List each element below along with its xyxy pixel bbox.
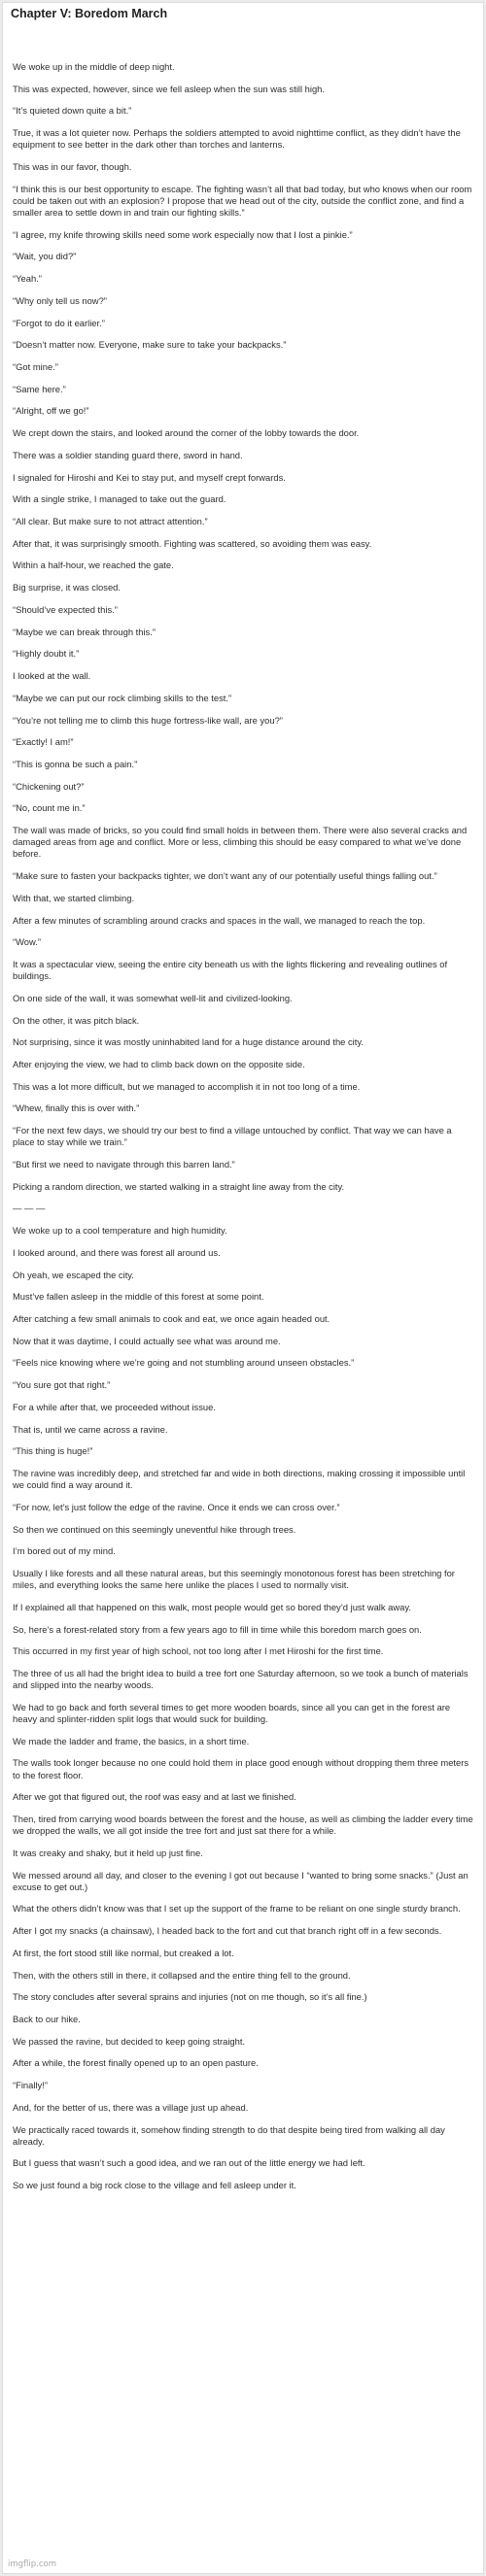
story-paragraph: “This is gonna be such a pain.” [13, 758, 138, 769]
story-paragraph: On one side of the wall, it was somewhat well-lit and civilized-looking. [13, 992, 293, 1003]
story-paragraph: Back to our hike. [13, 2013, 81, 2024]
story-paragraph: “All clear. But make sure to not attract attention.” [13, 516, 208, 527]
story-paragraph: “For now, let’s just follow the edge of the ravine. Once it ends we can cross over.” [13, 1501, 340, 1512]
story-paragraph: “It’s quieted down quite a bit.” [13, 105, 132, 117]
story-paragraph: “Should’ve expected this.” [13, 603, 118, 615]
story-paragraph: “Wow.” [13, 936, 41, 948]
story-paragraph: The ravine was incredibly deep, and stretched far and wide in both directions, making crossing it impossible until we could find a way around it. [13, 1468, 466, 1491]
story-paragraph: “Whew, finally this is over with.” [13, 1102, 140, 1114]
story-paragraph: Usually I like forests and all these natural areas, but this seemingly monotonous forest has been stretching for miles, and everything looks the same here unlike the places I used to normally visit. [13, 1568, 455, 1591]
story-paragraph: “Finally!” [13, 2080, 48, 2091]
story-paragraph: The story concludes after several sprains and injuries (not on me though, so it’s all fine.) [13, 1991, 367, 2003]
story-paragraph: Within a half-hour, we reached the gate. [13, 559, 174, 571]
story-paragraph: True, it was a lot quieter now. Perhaps the soldiers attempted to avoid nighttime conflict, as they didn’t have the equipment to see better in the dark other than torches and lanterns. [13, 127, 461, 151]
story-paragraph: We messed around all day, and closer to the evening I got out because I “wanted to bring some snacks.” (Just an excuse to get out.) [13, 1869, 469, 1892]
story-paragraph: This was a lot more difficult, but we managed to accomplish it in not too long of a time. [13, 1080, 361, 1092]
story-paragraph: Then, with the others still in there, it collapsed and the entire thing fell to the ground. [13, 1969, 351, 1981]
story-paragraph: “Alright, off we go!” [13, 405, 89, 417]
story-paragraph: “This thing is huge!” [13, 1445, 93, 1457]
story-paragraph: We passed the ravine, but decided to keep going straight. [13, 2035, 246, 2047]
story-paragraph: There was a soldier standing guard there, sword in hand. [13, 449, 243, 460]
story-paragraph: “Wait, you did?” [13, 251, 77, 262]
story-paragraph: “Chickening out?” [13, 780, 85, 792]
story-paragraph: Must’ve fallen asleep in the middle of this forest at some point. [13, 1291, 264, 1303]
story-paragraph: I’m bored out of my mind. [13, 1545, 116, 1557]
story-paragraph: We woke up in the middle of deep night. [13, 61, 175, 72]
story-paragraph: After enjoying the view, we had to climb back down on the opposite side. [13, 1058, 305, 1069]
story-paragraph: We woke up to a cool temperature and high humidity. [13, 1225, 227, 1237]
story-paragraph: “For the next few days, we should try our best to find a village untouched by conflict. That way we can have a place to stay while we train.” [13, 1125, 452, 1148]
story-paragraph: And, for the better of us, there was a village just up ahead. [13, 2101, 249, 2113]
imgflip-watermark: imgflip.com [8, 2559, 57, 2569]
story-paragraph: “Same here.” [13, 383, 66, 394]
story-paragraph: “Maybe we can put our rock climbing skills to the test.” [13, 692, 232, 703]
story-body [13, 61, 473, 2202]
story-paragraph: With a single strike, I managed to take out the guard. [13, 493, 226, 505]
story-paragraph: The walls took longer because no one could hold them in place good enough without dropping them three meters to the forest floor. [13, 1757, 469, 1780]
story-paragraph: “Yeah.” [13, 273, 42, 285]
story-paragraph: “Forgot to do it earlier.” [13, 317, 105, 328]
story-paragraph: “Maybe we can break through this.” [13, 626, 156, 637]
story-paragraph: At first, the fort stood still like normal, but creaked a lot. [13, 1947, 234, 1958]
story-paragraph: “Why only tell us now?” [13, 294, 107, 306]
story-paragraph: “You sure got that right.” [13, 1379, 111, 1391]
story-paragraph: “Feels nice knowing where we’re going and not stumbling around unseen obstacles.” [13, 1357, 355, 1369]
story-paragraph: This was expected, however, since we fell asleep when the sun was still high. [13, 83, 326, 94]
story-paragraph: After a while, the forest finally opened up to an open pasture. [13, 2057, 259, 2069]
story-paragraph: I signaled for Hiroshi and Kei to stay put, and myself crept forwards. [13, 471, 286, 483]
story-paragraph: This occurred in my first year of high school, not too long after I met Hiroshi for the first time. [13, 1645, 384, 1657]
story-paragraph: With that, we started climbing. [13, 892, 135, 903]
story-paragraph: We had to go back and forth several times to get more wooden boards, since all you can get in the forest are heavy and splinter-ridden split logs that would suck for building. [13, 1701, 451, 1724]
story-paragraph: After a few minutes of scrambling around cracks and spaces in the wall, we managed to reach the top. [13, 914, 426, 926]
story-paragraph: I looked at the wall. [13, 670, 91, 682]
story-paragraph: After I got my snacks (a chainsaw), I headed back to the fort and cut that branch right off in a few seconds. [13, 1925, 442, 1937]
story-paragraph: “Highly doubt it.” [13, 648, 80, 660]
story-paragraph: Picking a random direction, we started walking in a straight line away from the city. [13, 1180, 345, 1192]
story-paragraph: After we got that figured out, the roof was easy and at last we finished. [13, 1791, 296, 1803]
story-paragraph: The three of us all had the bright idea to build a tree fort one Saturday afternoon, so we took a bunch of materials and slipped into the nearby woods. [13, 1668, 469, 1691]
story-paragraph: “Doesn’t matter now. Everyone, make sure to take your backpacks.” [13, 339, 287, 351]
story-paragraph: That is, until we came across a ravine. [13, 1423, 168, 1435]
story-paragraph: “I think this is our best opportunity to escape. The fighting wasn’t all that bad today, but who knows when our room could be taken out with an explosion? I propose that we head out of the city, outside the conflict zone, and find a smaller area to settle down in and train our fighting skills.” [13, 183, 472, 218]
story-paragraph: “I agree, my knife throwing skills need some work especially now that I lost a pinkie.” [13, 228, 353, 240]
story-paragraph: This was in our favor, though. [13, 161, 132, 172]
story-paragraph: “Exactly! I am!” [13, 736, 74, 748]
story-paragraph: “But first we need to navigate through this barren land.” [13, 1158, 235, 1169]
story-paragraph: “You’re not telling me to climb this huge fortress-like wall, are you?” [13, 714, 283, 726]
story-paragraph: We crept down the stairs, and looked around the corner of the lobby towards the door. [13, 427, 360, 439]
story-paragraph: Not surprising, since it was mostly uninhabited land for a huge distance around the city. [13, 1036, 364, 1048]
story-paragraph: What the others didn’t know was that I set up the support of the frame to be reliant on one single sturdy branch. [13, 1903, 461, 1915]
story-paragraph: It was creaky and shaky, but it held up just fine. [13, 1847, 203, 1858]
story-paragraph: — — — [13, 1203, 46, 1214]
story-paragraph: If I explained all that happened on this walk, most people would get so bored they’d just walk away. [13, 1601, 411, 1612]
story-paragraph: On the other, it was pitch black. [13, 1014, 140, 1026]
story-paragraph: “Got mine.” [13, 361, 58, 372]
story-paragraph: After catching a few small animals to cook and eat, we once again headed out. [13, 1312, 330, 1324]
story-paragraph: So we just found a big rock close to the village and fell asleep under it. [13, 2180, 296, 2191]
story-paragraph: It was a spectacular view, seeing the entire city beneath us with the lights flickering and revealing outlines of buildings. [13, 958, 448, 982]
story-paragraph: But I guess that wasn’t such a good idea, and we ran out of the little energy we had left. [13, 2157, 365, 2169]
story-paragraph: Oh yeah, we escaped the city. [13, 1269, 134, 1280]
story-paragraph: I looked around, and there was forest all around us. [13, 1246, 221, 1258]
story-paragraph: For a while after that, we proceeded without issue. [13, 1401, 216, 1412]
chapter-title: Chapter V: Boredom March [11, 7, 168, 20]
story-paragraph: Then, tired from carrying wood boards between the forest and the house, as well as climbing the ladder every time we dropped the walls, we all got inside the tree fort and just sat there for a while. [13, 1813, 473, 1837]
story-paragraph: “Make sure to fasten your backpacks tighter, we don’t want any of our potentially useful things falling out.” [13, 870, 437, 882]
story-paragraph: So, here’s a forest-related story from a few years ago to fill in time while this boredom march goes on. [13, 1623, 422, 1635]
story-paragraph: Now that it was daytime, I could actually see what was around me. [13, 1335, 281, 1346]
story-paragraph: After that, it was surprisingly smooth. Fighting was scattered, so avoiding them was easy. [13, 537, 372, 549]
story-paragraph: We practically raced towards it, somehow finding strength to do that despite being tired from walking all day already. [13, 2123, 445, 2147]
story-paragraph: Big surprise, it was closed. [13, 582, 121, 593]
story-paragraph: So then we continued on this seemingly uneventful hike through trees. [13, 1523, 296, 1535]
story-paragraph: The wall was made of bricks, so you could find small holds in between them. There were also several cracks and damaged areas from age and conflict. More or less, climbing this should be easy compared to what we’ve done before. [13, 825, 468, 860]
story-paragraph: “No, count me in.” [13, 802, 86, 814]
story-paragraph: We made the ladder and frame, the basics, in a short time. [13, 1735, 250, 1746]
document-page [2, 2, 484, 2574]
